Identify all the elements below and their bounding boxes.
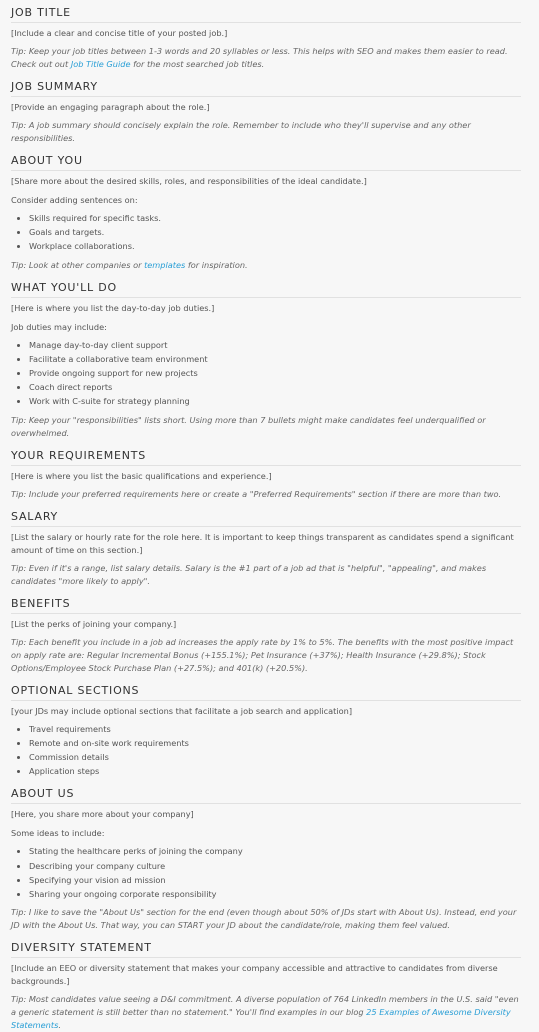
optional-sections-section	[11, 684, 521, 779]
bullet-list	[11, 211, 521, 254]
about-you-section	[11, 154, 521, 272]
list-item: • Stating the healthcare perks of joining the company	[29, 844, 521, 858]
tip-text-end: for the most searched job titles.	[130, 59, 265, 69]
tip-text: Tip: A job summary should concisely explain the role. Remember to include who they'll supervise and any other responsibilities.	[11, 120, 471, 143]
list-item: • Sharing your ongoing corporate responsibility	[29, 887, 521, 901]
section-heading: ABOUT YOU	[11, 154, 521, 171]
section-heading: DIVERSITY STATEMENT	[11, 941, 521, 958]
spacer	[11, 440, 521, 449]
tip-text-end: .	[58, 1020, 61, 1031]
job-title-section	[11, 6, 521, 71]
bullet-list	[11, 722, 521, 779]
list-item: • Manage day-to-day client support	[29, 338, 521, 352]
section-heading: WHAT YOU'LL DO	[11, 281, 521, 298]
bullet-list	[11, 844, 521, 901]
placeholder-text: [List the perks of joining your company.]	[11, 618, 177, 629]
list-item: • Work with C-suite for strategy planning	[29, 394, 521, 408]
section-heading: OPTIONAL SECTIONS	[11, 684, 521, 701]
tip-text: Tip: Keep your "responsibilities" lists short. Using more than 7 bullets might make candidates feel underqualified or overwhelmed.	[11, 414, 486, 438]
placeholder-text: [your JDs may include optional sections that facilitate a job search and application]	[11, 705, 353, 716]
tip-text: Tip: I like to save the "About Us" section for the end (even though about 50% of JDs start with About Us). Instead, end your JD with the About Us. That way, you can START your JD about the candidate/role, making them feel valued.	[11, 907, 517, 931]
tip-text: Tip: Each benefit you include in a job ad increases the apply rate by 1% to 5%. The benefits with the most positive impact on apply rate are: Regular Incremental Bonus (+155.1%); Pet Insurance (+37%); Health Insurance (+29.8%); Stock Options/Employee Stock Purchase Plan (+27.5%); and 401(k) (+20.5%).	[11, 636, 514, 673]
spacer	[11, 145, 521, 154]
salary-section	[11, 510, 521, 588]
list-item: • Describing your company culture	[29, 859, 521, 873]
spacer	[11, 675, 521, 684]
tip-text	[11, 993, 521, 1032]
list-item: • Coach direct reports	[29, 380, 521, 394]
tip-text: Tip: Even if it's a range, list salary details. Salary is the #1 part of a job ad that is "helpful", "appealing", and makes candidates "more likely to apply".	[11, 562, 487, 586]
bullet-list	[11, 338, 521, 409]
tip-text-start: Tip: Keep your job titles between 1-3 words and 20 syllables or less. This helps with SEO and makes them easier to read. Check out out	[11, 46, 508, 69]
diversity-statements-blog-link[interactable]: 25 Examples of Awesome Diversity Statements	[11, 1007, 511, 1031]
tip-text: Tip: Include your preferred requirements here or create a "Preferred Requirements" section if there are more than two.	[11, 488, 502, 499]
section-heading: ABOUT US	[11, 787, 521, 804]
placeholder-text: [Include a clear and concise title of your posted job.]	[11, 28, 228, 38]
lead-text: Job duties may include:	[11, 321, 107, 332]
section-heading: SALARY	[11, 510, 521, 527]
section-heading: JOB TITLE	[11, 6, 521, 23]
lead-text: Some ideas to include:	[11, 828, 105, 839]
lead-text: Consider adding sentences on:	[11, 195, 138, 205]
list-item: • Travel requirements	[29, 722, 521, 736]
tip-text	[11, 45, 521, 71]
spacer	[11, 588, 521, 597]
your-requirements-section	[11, 449, 521, 501]
spacer	[11, 501, 521, 510]
list-item: • Skills required for specific tasks.	[29, 211, 521, 225]
spacer	[11, 778, 521, 787]
placeholder-text: [Here, you share more about your company]	[11, 809, 194, 820]
placeholder-text: [List the salary or hourly rate for the role here. It is important to keep things transparent as candidates spend a significant amount of time on this section.]	[11, 531, 514, 555]
list-item: • Workplace collaborations.	[29, 239, 521, 253]
templates-link[interactable]: templates	[144, 259, 186, 270]
placeholder-text: [Share more about the desired skills, roles, and responsibilities of the ideal candidate.]	[11, 176, 367, 186]
list-item: • Remote and on-site work requirements	[29, 736, 521, 750]
list-item: • Commission details	[29, 750, 521, 764]
list-item: • Facilitate a collaborative team environment	[29, 352, 521, 366]
tip-text	[11, 259, 521, 272]
about-us-section	[11, 787, 521, 932]
placeholder-text: [Here is where you list the day-to-day job duties.]	[11, 302, 215, 313]
placeholder-text: [Include an EEO or diversity statement that makes your company accessible and attractive to candidates from diverse backgrounds.]	[11, 963, 498, 987]
job-summary-section	[11, 80, 521, 145]
spacer	[11, 71, 521, 80]
diversity-statement-section	[11, 941, 521, 1032]
section-heading: JOB SUMMARY	[11, 80, 521, 97]
what-youll-do-section	[11, 281, 521, 440]
section-heading: BENEFITS	[11, 597, 521, 614]
placeholder-text: [Here is where you list the basic qualifications and experience.]	[11, 470, 272, 481]
tip-text-end: for inspiration.	[185, 259, 248, 270]
tip-text-start: Tip: Look at other companies or	[11, 259, 145, 270]
placeholder-text: [Provide an engaging paragraph about the role.]	[11, 102, 210, 112]
benefits-section	[11, 597, 521, 675]
spacer	[11, 932, 521, 941]
job-title-guide-link[interactable]: Job Title Guide	[70, 59, 131, 69]
list-item: • Goals and targets.	[29, 225, 521, 239]
list-item: • Specifying your vision ad mission	[29, 873, 521, 887]
section-heading: YOUR REQUIREMENTS	[11, 449, 521, 466]
list-item: • Application steps	[29, 764, 521, 778]
tip-text-start: Tip: Most candidates value seeing a D&I commitment. A diverse population of 764 LinkedIn members in the U.S. said "even a generic statement is still better than no statement." You'll find examples in our blog	[11, 994, 519, 1018]
list-item: • Provide ongoing support for new projects	[29, 366, 521, 380]
spacer	[11, 272, 521, 281]
